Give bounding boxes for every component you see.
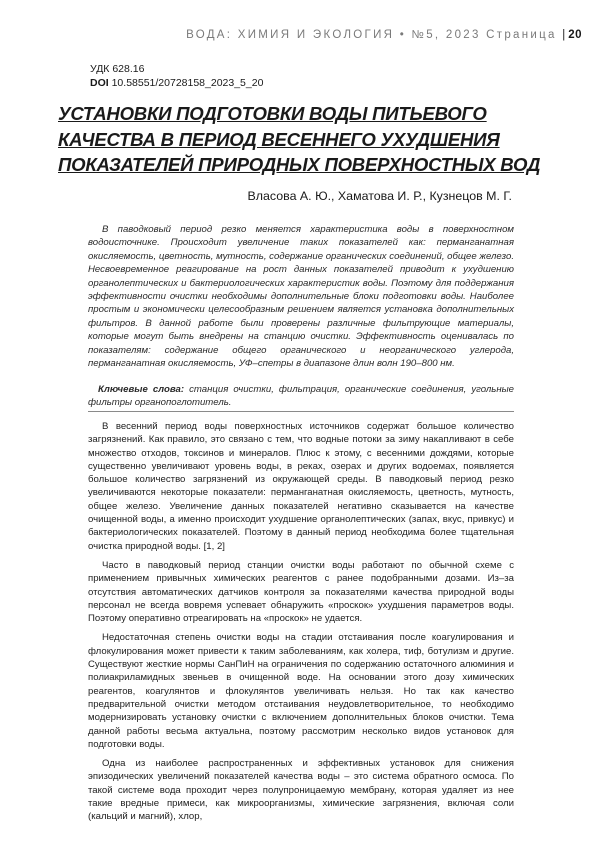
article-meta bbox=[90, 62, 263, 90]
journal-name: ВОДА: ХИМИЯ И ЭКОЛОГИЯ • №5, 2023 bbox=[186, 29, 481, 41]
article-body bbox=[88, 420, 514, 830]
section-divider bbox=[88, 411, 514, 412]
keywords bbox=[88, 383, 514, 410]
body-paragraph: Часто в паводковый период станции очистки воды работают по обычной схеме с применением привычных химических реагентов с ранее подобранными дозами. Из–за отсутствия автоматических датчиков контроля за показателями качества природной воды персонал не всегда вовремя успевает обнаружить «проскок» ухудшения параметров воды. Поэтому оперативно отреагировать на «проскок» не удается. bbox=[88, 559, 514, 625]
body-paragraph: Одна из наиболее распространенных и эффективных установок для снижения эпизодических увеличений показателей качества воды – это система обратного осмоса. По такой системе вода проходит через полупроницаемую мембрану, которая удаляет из нее такие вредные примеси, как микроорганизмы, химические загрязнения, включая соли (кальций и магний), хлор, bbox=[88, 758, 514, 823]
header-divider: | bbox=[562, 29, 566, 41]
page-number: 20 bbox=[568, 29, 582, 41]
article-title: УСТАНОВКИ ПОДГОТОВКИ ВОДЫ ПИТЬЕВОГО КАЧЕСТВА В ПЕРИОД ВЕСЕННЕГО УХУДШЕНИЯ ПОКАЗАТЕЛЕЙ ПРИРОДНЫХ ПОВЕРХНОСТНЫХ ВОД bbox=[58, 103, 541, 175]
keywords-label: Ключевые слова: bbox=[98, 384, 185, 395]
body-paragraph: В весенний период воды поверхностных источников содержат большое количество загрязнений. Как правило, это связано с тем, что водные потоки за зиму накапливают в себе множество отходов, токсинов и минералов. Плюс к этому, с весенними дождями, которые существенно увеличивают уровень воды, в реках, озерах и других водоемах, появляется большое количество загрязнений из окружающей среды. В паводковый период резко увеличиваются некоторые показатели: перманганатная окисляемость, цветность, мутность, общее железо. Увеличение данных показателей негативно сказывается на качестве очищенной воды, а именно происходит ухудшение органолептических (запах, вкус, привкус) и бактериологических показателей. Поэтому в данный период необходима более тщательная очистка природной воды. [1, 2] bbox=[88, 421, 514, 552]
doi-line bbox=[90, 76, 263, 90]
body-paragraph: Недостаточная степень очистки воды на стадии отстаивания после коагулирования и флокулирования может привести к таким заболеваниям, как холера, тиф, ботулизм и другие. Существуют жесткие нормы СанПиН на ограничения по содержанию остаточного алюминия и полиакриламидных звеньев в очищенной воде. На основании этого дозу химических реагентов, коагулянтов и флокулянтов увеличивать нельзя. Но так как качество предварительной очистки методом отстаивания неудовлетворительное, то необходимо модернизировать установку очистки с включением дополнительных блоков очистки. Тема данной работы весьма актуальна, поэтому рассмотрим несколько видов установок для подготовки воды. bbox=[88, 632, 514, 750]
page-label: Страница bbox=[486, 29, 557, 41]
doi-link[interactable]: 10.58551/20728158_2023_5_20 bbox=[111, 77, 264, 89]
running-header bbox=[0, 29, 582, 41]
authors-line: Власова А. Ю., Хаматова И. Р., Кузнецов М. Г. bbox=[247, 189, 512, 203]
doi-label: DOI bbox=[90, 77, 109, 89]
keywords-text: станция очистки, фильтрация, органические соединения, угольные фильтры органопоглотитель. bbox=[88, 384, 514, 409]
udc-code: УДК 628.16 bbox=[90, 63, 145, 75]
abstract: В паводковый период резко меняется характеристика воды в поверхностном водоисточнике. Происходит увеличение таких показателей как: перманганатная окисляемость, цветность, мутность, содержание органических соединений, общее железо. Несвоевременное реагирование на рост данных показателей приводит к ухудшению органолептических и бактериологических характеристик воды. Поэтому для поддержания эффективности очистки необходимы дополнительные блоки подготовки воды. Наиболее простым и экономически целесообразным решением является установка дополнительных фильтров. В данной работе были проверены различные фильтрующие материалы, которые могут быть внедрены на станцию очистки. Эффективность оценивалась по показателям: содержание общего органического и неорганического углерода, перманганатная окисляемость, УФ–спетры в диапазоне длин волн 190–800 нм. bbox=[88, 224, 515, 370]
